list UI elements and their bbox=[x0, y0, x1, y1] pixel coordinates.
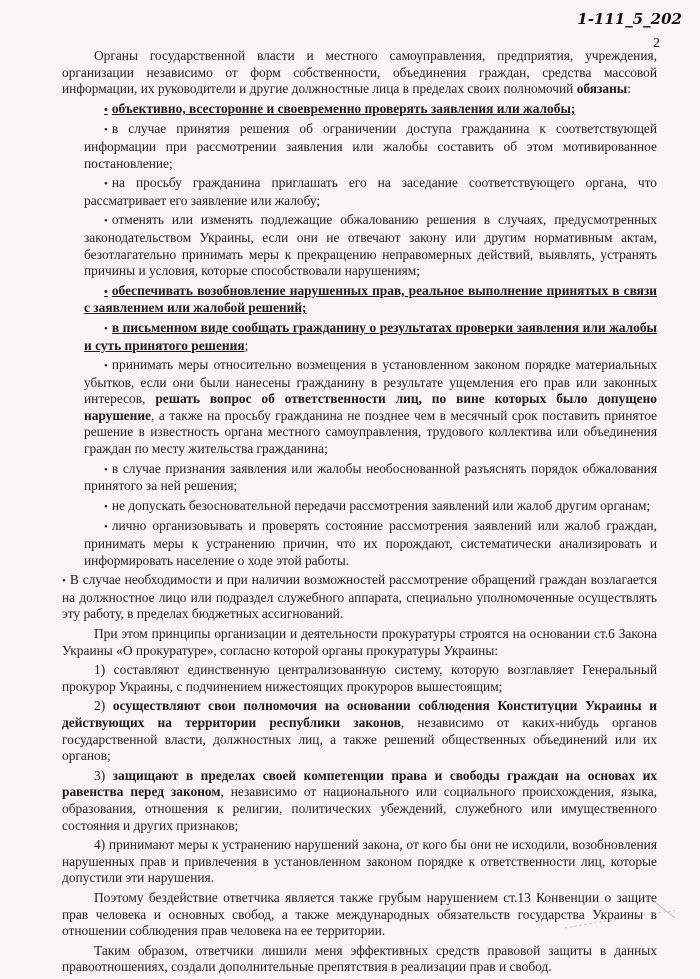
bullet-organize: • лично организовывать и проверять состояние рассмотрения заявлений или жалоб граждан, принимать меры к устранению причин, что их порождают, систематически анализировать и информировать население о ходе этой работы. bbox=[84, 518, 657, 569]
compensation-text-c: , а также на просьбу гражданина не позднее чем в месячный срок поставить принятое решение в известность органа местного самоуправления, трудового коллектива или объединения граждан по месту жительства гражданина; bbox=[84, 407, 657, 457]
item-3 bbox=[62, 768, 657, 834]
intro-paragraph: Органы государственной власти и местного самоуправления, предприятия, учреждения, организации независимо от форм собственности, объединения граждан, средства массовой информации, их руководители и другие должностные лица в пределах своих полномочий обязаны: bbox=[62, 48, 657, 97]
bullet-cancel: • отменять или изменять подлежащие обжалованию решения в случаях, предусмотренных законодательством Украины, если они не отвечают закону или другим нормативным актам, безотлагательно принимать меры к прекращению неправомерных действий, выявлять, устранять причины и условия, которые способствовали нарушениям; bbox=[84, 212, 657, 279]
compensation-text-a: принимать меры относительно возмещения в установленном законом порядке материальных убытков, если они были нанесены гражданину в результате ущемления его прав или законных интересов, bbox=[84, 357, 657, 407]
bullet-restore-rights: • обеспечивать возобновление нарушенных прав, реальное выполнение принятых в связи с заявлением или жалобой решений; bbox=[84, 283, 657, 317]
item-1: 1) составляют единственную централизованную систему, которую возглавляет Генеральный прокурор Украины, с подчинением нижестоящих прокуроров вышестоящим; bbox=[62, 662, 657, 694]
bullet-invite: • на просьбу гражданина приглашать его на заседание соответствующего органа, что рассматривает его заявление или жалобу; bbox=[84, 175, 657, 209]
item-2-bold: осуществляют свои полномочия на основании соблюдения Конституции Украины и действующих на территории республики законов bbox=[62, 698, 657, 730]
principles-paragraph: При этом принципы организации и деятельности прокуратуры строятся на основании ст.6 Закона Украины «О прокуратуре», согласно которой органы прокуратуры Украины: bbox=[62, 626, 657, 658]
written-notice-tail: ; bbox=[244, 337, 249, 353]
document-id: 1-111_5_202 bbox=[577, 10, 682, 28]
item-3-prefix: 3) bbox=[94, 767, 106, 783]
page-number: 2 bbox=[653, 36, 660, 51]
inaction-paragraph: Поэтому бездействие ответчика является также грубым нарушением ст.13 Конвенции о защите прав человека и основных свобод, а также международных обязательств государства Украины в отношении соблюдения прав человека на ее территории. bbox=[62, 889, 657, 939]
bullet-restrict-access: • в случае принятия решения об ограничении доступа гражданина к соответствующей информации при рассмотрении заявления или жалобы составить об этом мотивированное постановление; bbox=[84, 121, 657, 172]
item-2-prefix: 2) bbox=[94, 698, 106, 714]
intro-obliged: обязаны bbox=[576, 81, 628, 97]
bullet-verify: • объективно, всесторонне и своевременно проверять заявления или жалобы; bbox=[84, 101, 657, 119]
document-body bbox=[62, 48, 657, 979]
bullet-no-transfer: • не допускать безосновательной передачи рассмотрения заявлений или жалоб другим органам; bbox=[84, 498, 657, 516]
item-4: 4) принимают меры к устранению нарушений закона, от кого бы они не исходили, возобновления нарушенных прав и привлечения в установленном законом порядке к ответственности лиц, которые допустили эти нарушения. bbox=[62, 837, 657, 886]
compensation-bold: решать вопрос об ответственности лиц, по вине которых было допущено нарушение bbox=[84, 391, 657, 423]
item-2 bbox=[62, 698, 657, 764]
item-2-rest: , независимо от каких-нибудь органов государственной власти, должностных лиц, а также решений общественных объединений или их органов; bbox=[62, 714, 657, 764]
item-3-rest: , независимо от национального или социального происхождения, языка, образования, отношения к религии, политических убеждений, служебного или имущественного состояния и других признаков; bbox=[62, 784, 657, 833]
written-notice-text: в письменном виде сообщать гражданину о результатах проверки заявления или жалобы и суть принятого решения bbox=[84, 319, 657, 353]
item-3-bold: защищают в пределах своей компетенции права и свободы граждан на основах их равенства перед законом bbox=[62, 767, 657, 800]
bullet-unfounded: • в случае признания заявления или жалобы необоснованной разъяснять порядок обжалования принятого за ней решения; bbox=[84, 461, 657, 495]
conclusion-paragraph: Таким образом, ответчики лишили меня эффективных средств правовой защиты в данных правоотношениях, создали дополнительные препятствия в реализации прав и свобод. bbox=[62, 942, 657, 975]
bullet-written-notice bbox=[84, 320, 657, 354]
necessity-paragraph: • В случае необходимости и при наличии возможностей рассмотрение обращений граждан возлагается на должностное лицо или подраздел служебного аппарата, специально уполномоченные осуществлять эту работу, в пределах бюджетных ассигнований. bbox=[62, 572, 657, 623]
bullet-compensation bbox=[84, 357, 657, 458]
intro-text: Органы государственной власти и местного самоуправления, предприятия, учреждения, организации независимо от форм собственности, объединения граждан, средства массовой информации, их руководители и другие должностные лица в пределах своих полномочий bbox=[62, 48, 657, 97]
